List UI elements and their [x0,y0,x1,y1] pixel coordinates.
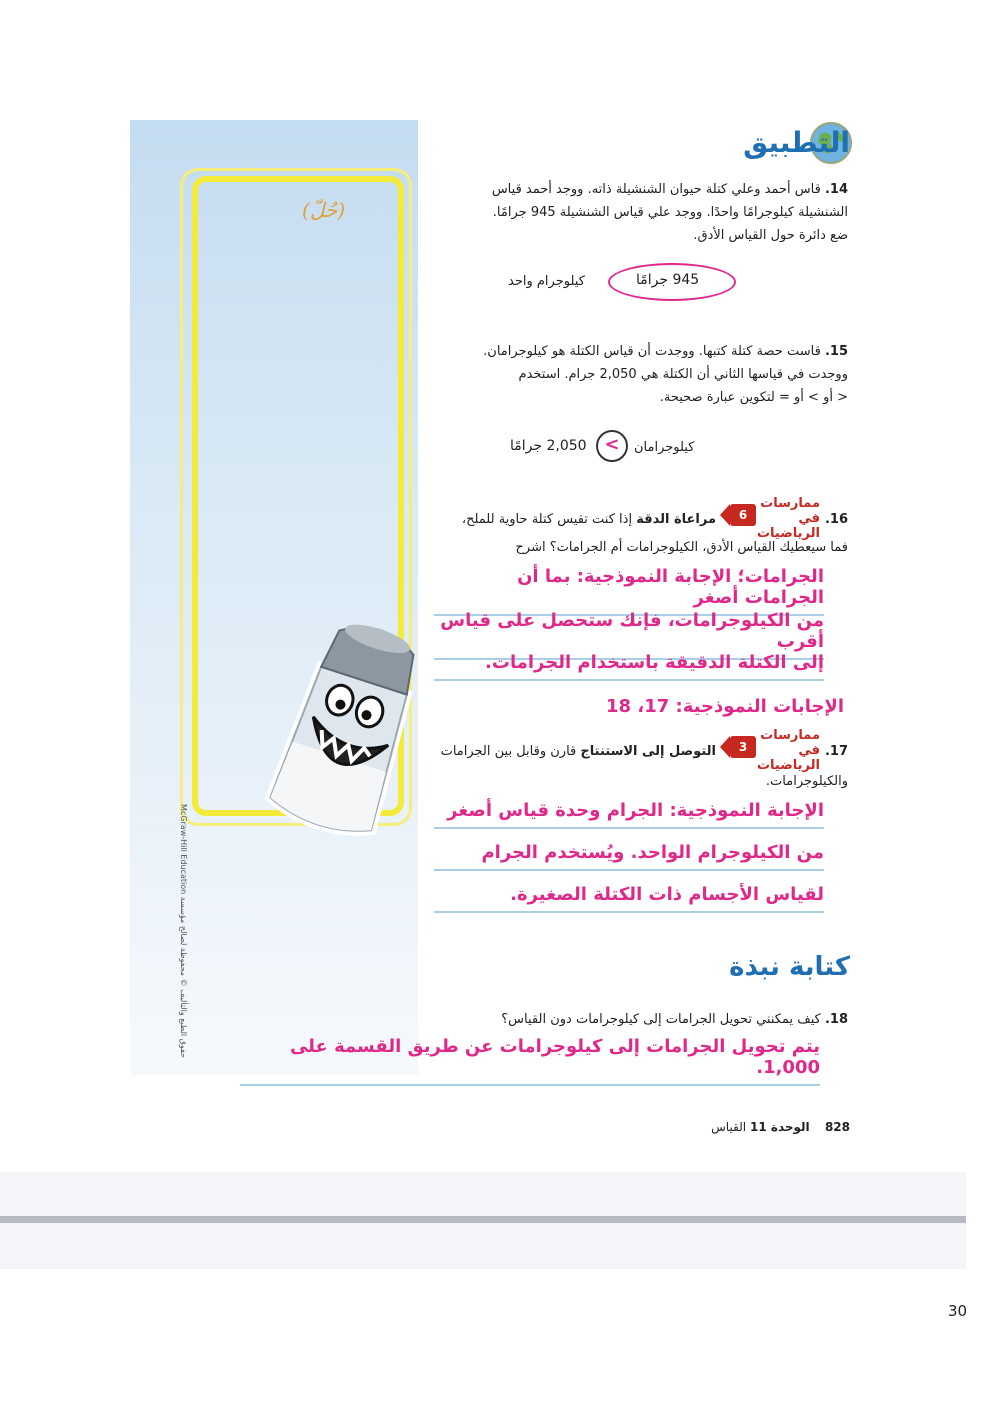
practice-label: مراعاة الدقة [636,512,716,527]
practice-tag: ممارسات في الرياضيات [756,496,820,541]
question-number: 14. [824,182,848,197]
question-number: 18. [824,1012,848,1027]
salt-shaker-illustration [262,608,432,858]
answer-line: من الكيلوجرامات، فإنك ستحصل على قياس أقرب [434,610,824,660]
footer-divider [0,1216,966,1223]
question-number: 15. [824,344,848,359]
question-text: الشنشيلة كيلوجرامًا واحدًا. ووجد علي قياس الشنشيلة 945 جرامًا. [492,205,848,220]
question-text: قارن وقابل بين الجرامات [440,744,577,759]
question-text: كيف يمكنني تحويل الجرامات إلى كيلوجرامات دون القياس؟ [501,1012,821,1027]
footer-band [0,1172,966,1216]
question-instruction: ضع دائرة حول القياس الأدق. [693,228,848,243]
question-16-line1 [376,508,716,531]
model-answers-label: الإجابات النموذجية: 17، 18 [606,696,844,717]
comparison-right: كيلوجرامان [634,440,695,455]
question-text: إذا كنت تقيس كتلة حاوية للملح، [461,512,633,527]
answer-line: من الكيلوجرام الواحد. ويُستخدم الجرام [434,842,824,871]
page-number: 30 [948,1302,968,1320]
footer-page: 828 [824,1120,850,1134]
answer-line: إلى الكتلة الدقيقة باستخدام الجرامات. [434,652,824,681]
answer-line: الإجابة النموذجية: الجرام وحدة قياس أصغر [434,800,824,829]
question-text: قاس أحمد وعلي كتلة حيوان الشنشيلة ذاته. ووجد أحمد قياس [491,182,821,197]
footer-unit: الوحدة 11 [749,1120,810,1134]
question-14 [408,178,848,247]
option-other: كيلوجرام واحد [508,274,585,289]
question-17-line2: والكيلوجرامات. [765,774,848,789]
option-circled: 945 جرامًا [636,272,700,288]
footer-band [0,1223,966,1269]
question-number: 17. [824,744,848,759]
comparison-symbol: < [596,430,628,462]
section-title: التطبيق [743,126,850,159]
question-instruction: < أو > أو = لتكوين عبارة صحيحة. [659,390,848,405]
footer-topic: القياس [711,1120,747,1134]
question-number: 16. [824,512,848,527]
copyright-credit: حقوق الطبع والتأليف © محفوظة لصالح مؤسسة McGraw-Hill Education [179,804,188,1058]
question-16-line2: فما سيعطيك القياس الأدق، الكيلوجرامات أم الجرامات؟ اشرح [515,540,848,555]
question-text: قاست حصة كتلة كتبها. ووجدت أن قياس الكتلة هو كيلوجرامان. [483,344,821,359]
answer-line: الجرامات؛ الإجابة النموذجية: بما أن الجرامات أصغر [434,566,824,616]
comparison-left: 2,050 جرامًا [510,438,587,454]
question-text: ووجدت في قياسها الثاني أن الكتلة هي 2,050 جرام. استخدم [518,367,848,382]
practice-badge: 6 [730,504,756,526]
question-18 [288,1008,848,1031]
practice-tag: ممارسات في الرياضيات [756,728,820,773]
page-footer [711,1120,850,1134]
answer-line: لقياس الأجسام ذات الكتلة الصغيرة. [434,884,824,913]
writing-title: كتابة نبذة [729,952,850,982]
practice-badge: 3 [730,736,756,758]
answer-line: يتم تحويل الجرامات إلى كيلوجرامات عن طريق القسمة على 1,000. [240,1036,820,1086]
practice-label: التوصل إلى الاستنتاج [580,744,716,759]
question-17-line1 [376,740,716,763]
question-15 [408,340,848,409]
question-17 [825,740,848,763]
work-area-label: (حُلّ) [302,198,346,222]
